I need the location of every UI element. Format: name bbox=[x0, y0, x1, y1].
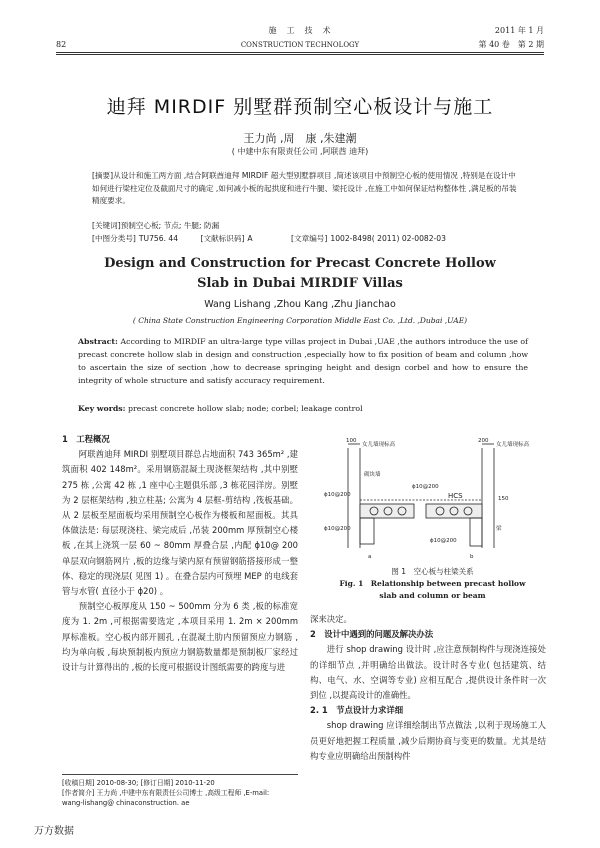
figure-label: ϕ10@200 bbox=[324, 526, 351, 532]
figure-label: ϕ10@200 bbox=[324, 492, 351, 498]
figure-label: ϕ10@200 bbox=[430, 538, 457, 544]
paragraph: 预制空心板厚度从 150 ~ 500mm 分为 6 类 ,板的标准宽度为 1. 2m ,可根据需要选定 ,本项目采用 1. 2m × 200mm 厚标准板。空心板内部开圆孔 ,在混凝土肋内预留预应力钢筋 ,均为单向板 ,每块预制板内预应力钢筋数量都是预制板厂家经过设计与计算得出的 ,板的长度可根据设计图纸需要的跨度与进 bbox=[62, 601, 298, 673]
abstract-cn bbox=[92, 170, 522, 208]
keywords-cn bbox=[92, 220, 522, 233]
paragraph-continued: 深来决定。 bbox=[310, 614, 352, 624]
keywords-cn-text: 预制空心板; 节点; 牛腿; 防漏 bbox=[120, 221, 220, 230]
right-column bbox=[310, 612, 546, 764]
journal-name-cn: 施 工 技 术 bbox=[268, 26, 332, 35]
figure-label: 200 bbox=[478, 438, 489, 444]
classification-line bbox=[92, 233, 522, 246]
keywords-cn-label: [关键词] bbox=[92, 221, 121, 230]
wanfang-watermark: 万方数据 bbox=[34, 826, 74, 837]
paragraph: 进行 shop drawing 设计时 ,应注意预制构件与现浇连接处的详细节点 ,并明确给出做法。设计时各专业( 包括建筑、结构、电气、水、空调等专业) 应相互配合 ,提供设计条件时一次到位 ,以提高设计的准确性。 bbox=[310, 644, 546, 701]
footnote-received: [收稿日期] 2010-08-30; [修订日期] 2010-11-20 bbox=[62, 779, 215, 787]
issue-volume: 第 40 卷 第 2 期 bbox=[478, 40, 544, 49]
affiliation-en: ( China State Construction Engineering Corporation Middle East Co. ,Ltd. ,Dubai ,UAE) bbox=[132, 316, 468, 325]
header-rule bbox=[56, 52, 544, 53]
keywords-en bbox=[78, 402, 528, 415]
abstract-cn-text: 从设计和施工两方面 ,结合阿联酋迪拜 MIRDIF 超大型别墅群项目 ,简述该项目中预制空心板的使用情况 ,特别是在设计中如何进行梁柱定位及截面尺寸的确定 ,如何减小板的起拱度和进行牛腿、梁托设计 ,在施工中如何保证结构整体性 ,满足板的吊装精度要求。 bbox=[92, 171, 517, 205]
page-number: 82 bbox=[56, 40, 67, 49]
clc-label: [中图分类号] bbox=[92, 234, 136, 243]
article-title-en-line1: Design and Construction for Precast Concrete Hollow bbox=[104, 256, 496, 271]
abstract-en bbox=[78, 335, 528, 387]
footnote-rule bbox=[62, 774, 298, 775]
figure-label: 100 bbox=[346, 438, 357, 444]
figure-label: a bbox=[368, 554, 372, 560]
figure-label: ϕ10@200 bbox=[412, 484, 439, 490]
header-rule-thin bbox=[56, 54, 544, 55]
figure-label: HCS bbox=[448, 492, 463, 500]
doc-code-value: A bbox=[247, 234, 253, 243]
figure-label: 砌块墙 bbox=[364, 472, 381, 478]
article-no-value: 1002-8498( 2011) 02-0082-03 bbox=[330, 234, 446, 243]
article-title-en-line2: Slab in Dubai MIRDIF Villas bbox=[197, 276, 403, 291]
abstract-en-text: According to MIRDIF an ultra-large type villas project in Dubai ,UAE ,the authors introduce the use of precast concrete hollow slab in design and construction ,especially how to fix position of beam and column ,how to ascertain the size of section ,how to decrease springing height and design corbel and how to ensure the integrity of whole structure and satisfy accuracy requirement. bbox=[78, 337, 528, 385]
footnote-author: [作者简介] 王力尚 ,中建中东有限责任公司博士 ,高级工程师 ,E-mail: wang-lishang@ chinaconstruction. ae bbox=[62, 789, 270, 807]
affiliation-cn: ( 中建中东有限责任公司 ,阿联酋 迪拜) bbox=[231, 147, 369, 156]
doc-code-label: [文献标识码] bbox=[200, 234, 245, 243]
left-column bbox=[62, 432, 298, 675]
figure-1-caption-en-1: Fig. 1 Relationship between precast hollow bbox=[339, 579, 526, 588]
issue-date: 2011 年 1 月 bbox=[494, 26, 544, 35]
figure-label: 女儿墙现标高 bbox=[496, 442, 530, 448]
paragraph: shop drawing 应详细绘制出节点做法 ,以利于现场施工人员更好地把握工程质量 ,减少后期协商与变更的数量。尤其是结构专业应明确给出预制构件 bbox=[310, 720, 546, 761]
figure-label: b bbox=[470, 554, 474, 560]
figure-1-caption-cn: 图 1 空心板与柱梁关系 bbox=[391, 567, 474, 576]
figure-label: 梁 bbox=[496, 526, 502, 532]
figure-label: 150 bbox=[498, 496, 509, 502]
paragraph: 阿联酋迪拜 MIRDI 别墅项目群总占地面积 743 365m² ,建筑面积 402 148m²。采用钢筋混凝土现浇框架结构 ,其中别墅 275 栋 ,公寓 42 栋 ,1 座中心主题俱乐部 ,3 栋花园洋房。别墅为 2 层框架结构 ,独立柱基; 公寓为 4 层框-剪结构 ,筏板基础。从 2 层板至屋面板均采用预制空心板作为楼板和屋面板。其具体做法是: 每层现浇柱、梁完成后 ,吊装 200mm 厚预制空心楼板 ,在其上浇筑一层 60 ~ 80mm 厚叠合层 ,内配 ϕ10@ 200 单层双向钢筋网片 ,板的边缘与梁内原有预留钢筋搭接形成一整体、稳定的现浇层( 见图 1) 。在叠合层内可预埋 MEP 的电线套管与水管( 直径小于 ϕ20) 。 bbox=[62, 449, 298, 597]
authors-cn: 王力尚 ,周 康 ,朱建潮 bbox=[243, 132, 357, 145]
keywords-en-text: precast concrete hollow slab; node; corbel; leakage control bbox=[128, 404, 363, 413]
article-no-label: [文章编号] bbox=[291, 234, 328, 243]
section-2-heading: 2 设计中遇到的问题及解决办法 bbox=[310, 629, 434, 640]
article-title-cn: 迪拜 MIRDIF 别墅群预制空心板设计与施工 bbox=[106, 96, 494, 118]
figure-1-caption-en-2: slab and column or beam bbox=[379, 591, 486, 600]
abstract-cn-label: [摘要] bbox=[92, 171, 114, 180]
section-1-heading: 1 工程概况 bbox=[62, 434, 110, 444]
journal-name-en: CONSTRUCTION TECHNOLOGY bbox=[240, 41, 360, 49]
figure-label: 女儿墙现标高 bbox=[362, 442, 396, 448]
authors-en: Wang Lishang ,Zhou Kang ,Zhu Jianchao bbox=[204, 299, 396, 310]
keywords-en-label: Key words: bbox=[78, 404, 126, 413]
figure-1-drawing bbox=[320, 438, 545, 563]
section-2-1-heading: 2. 1 节点设计力求详细 bbox=[310, 705, 404, 716]
abstract-en-label: Abstract: bbox=[78, 337, 118, 346]
clc-value: TU756. 44 bbox=[138, 234, 179, 243]
